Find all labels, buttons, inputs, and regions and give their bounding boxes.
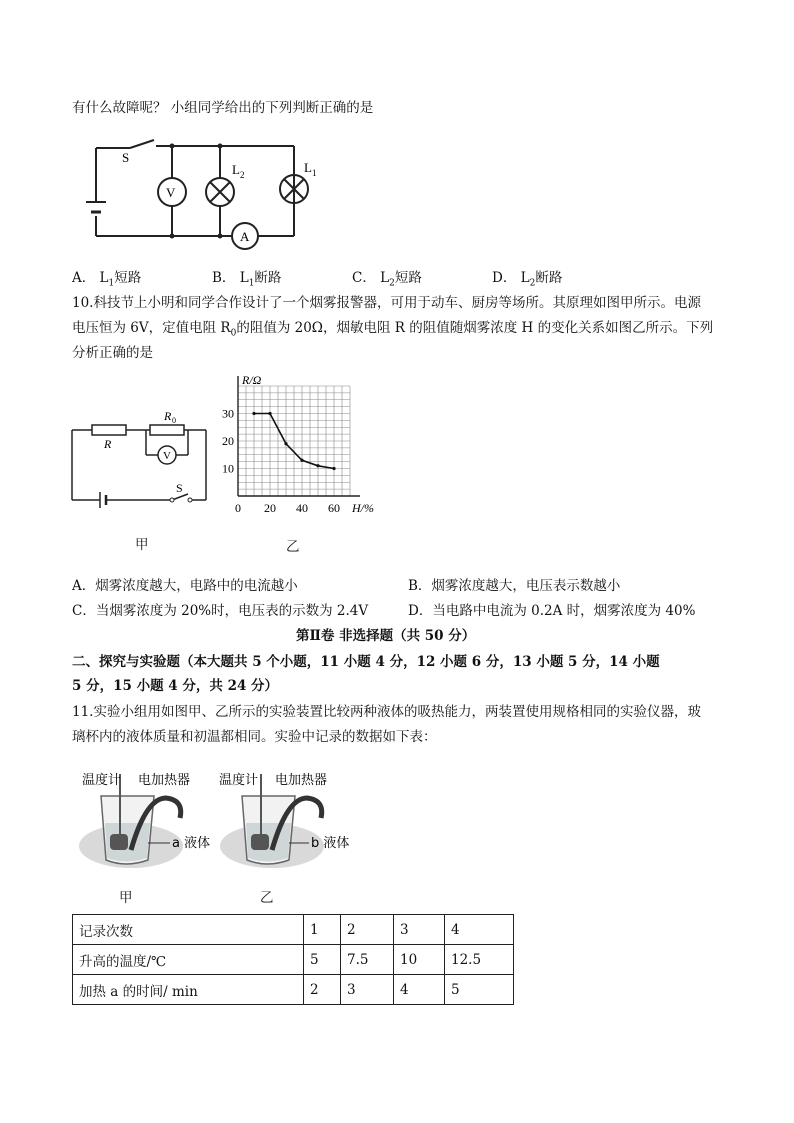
resistor-r-label: R [104,437,112,451]
switch-label-s: S [176,481,183,495]
voltmeter-label: V [163,450,171,462]
q11-fig-a-caption: 甲 [119,890,133,906]
table-cell: 5 [445,975,514,1005]
x-tick-label: 20 [264,501,276,515]
lamp1-label: L [304,160,312,175]
voltmeter-label: V [166,185,176,200]
q9-option-c: C． $L_2$短路 [352,270,422,289]
heater-label: 电加热器 [275,773,328,788]
table-cell: 7.5 [341,945,394,975]
table-cell: 3 [341,975,394,1005]
heater-label: 电加热器 [138,773,191,788]
q9-option-b: B． $L_1$断路 [212,270,282,289]
q9-option-d: D． $L_2$断路 [492,270,563,289]
q10-option-b: B．烟雾浓度越大，电压表示数越小 [408,578,621,594]
lamp2-label: L [232,162,240,177]
thermometer-label: 温度计 [219,773,259,788]
table-cell: 10 [394,945,445,975]
table-cell: 4 [445,915,514,945]
y-tick-label: 20 [222,434,234,448]
part2-title: 第Ⅱ卷 非选择题（共 50 分） [296,628,476,644]
y-tick-label: 30 [222,406,234,421]
q10-option-c: C．当烟雾浓度为 20%时，电压表的示数为 2.4V [72,603,369,619]
table-cell: 加热 a 的时间/ min [73,975,304,1005]
data-point [316,464,319,467]
ammeter-label: A [240,229,250,244]
liquid-a-label: a 液体 [172,836,211,851]
q9-circuit-diagram [82,140,317,250]
resistor-r0-label: R [164,409,172,423]
y-tick-label: 10 [222,461,234,476]
q11-apparatus-a [76,768,216,908]
data-point [332,467,335,470]
part2-heading-line2: 5 分，15 小题 4 分，共 24 分） [72,678,279,694]
thermometer-label: 温度计 [82,773,122,788]
switch-label-s: S [122,150,130,165]
x-tick-label: 60 [328,501,340,515]
table-cell: 2 [341,915,394,945]
q10-line3: 分析正确的是 [72,345,153,361]
liquid-b-label: b 液体 [311,836,350,851]
q11-record-table [72,914,514,1005]
table-row [73,975,514,1005]
q11-fig-b-caption: 乙 [260,890,274,906]
q9-intro: 有什么故障呢？ 小组同学给出的下列判断正确的是 [72,100,374,116]
data-point [252,412,255,415]
x-tick-label: 40 [296,501,308,515]
data-point [284,442,287,445]
resistor-r0-sub: 0 [172,416,176,425]
q11-line2: 璃杯内的液体质量和初温都相同。实验中记录的数据如下表： [72,729,437,745]
q10-fig-b-caption: 乙 [286,539,300,555]
q9-option-a: A． $L_1$短路 [72,270,142,289]
q10-line2: 电压恒为 6V，定值电阻 $R_0$的阻值为 20Ω，烟敏电阻 R 的阻值随烟雾浓度 H 的变化关系如图乙所示。下列 [72,320,714,339]
table-row [73,945,514,975]
table-cell: 12.5 [445,945,514,975]
data-point [300,459,303,462]
x-axis-label: H/% [352,501,374,515]
q10-option-d: D．当电路中电流为 0.2A 时，烟雾浓度为 40% [408,603,696,619]
table-cell: 2 [304,975,341,1005]
q11-apparatus-b [217,768,357,908]
lamp2-sub: 2 [240,170,245,180]
table-cell: 3 [394,915,445,945]
lamp1-sub: 1 [312,168,317,178]
table-cell: 升高的温度/℃ [73,945,304,975]
y-axis-label: R/Ω [242,373,262,387]
table-cell: 记录次数 [73,915,304,945]
x-tick-label: 0 [235,501,241,515]
table-row [73,915,514,945]
data-point [268,412,271,415]
table-cell: 1 [304,915,341,945]
q10-r-vs-h-chart [214,372,374,522]
q11-line1: 11.实验小组用如图甲、乙所示的实验装置比较两种液体的吸热能力，两装置使用规格相同的实验仪器，玻 [72,704,701,720]
q10-circuit-diagram [72,409,212,510]
part2-heading-line1: 二、探究与实验题（本大题共 5 个小题，11 小题 4 分，12 小题 6 分，13 小题 5 分，14 小题 [72,654,660,670]
table-cell: 4 [394,975,445,1005]
table-cell: 5 [304,945,341,975]
q10-line1: 10.科技节上小明和同学合作设计了一个烟雾报警器，可用于动车、厨房等场所。其原理如图甲所示。电源 [72,295,701,311]
q10-option-a: A．烟雾浓度越大，电路中的电流越小 [72,578,298,594]
q10-fig-a-caption: 甲 [135,537,149,553]
